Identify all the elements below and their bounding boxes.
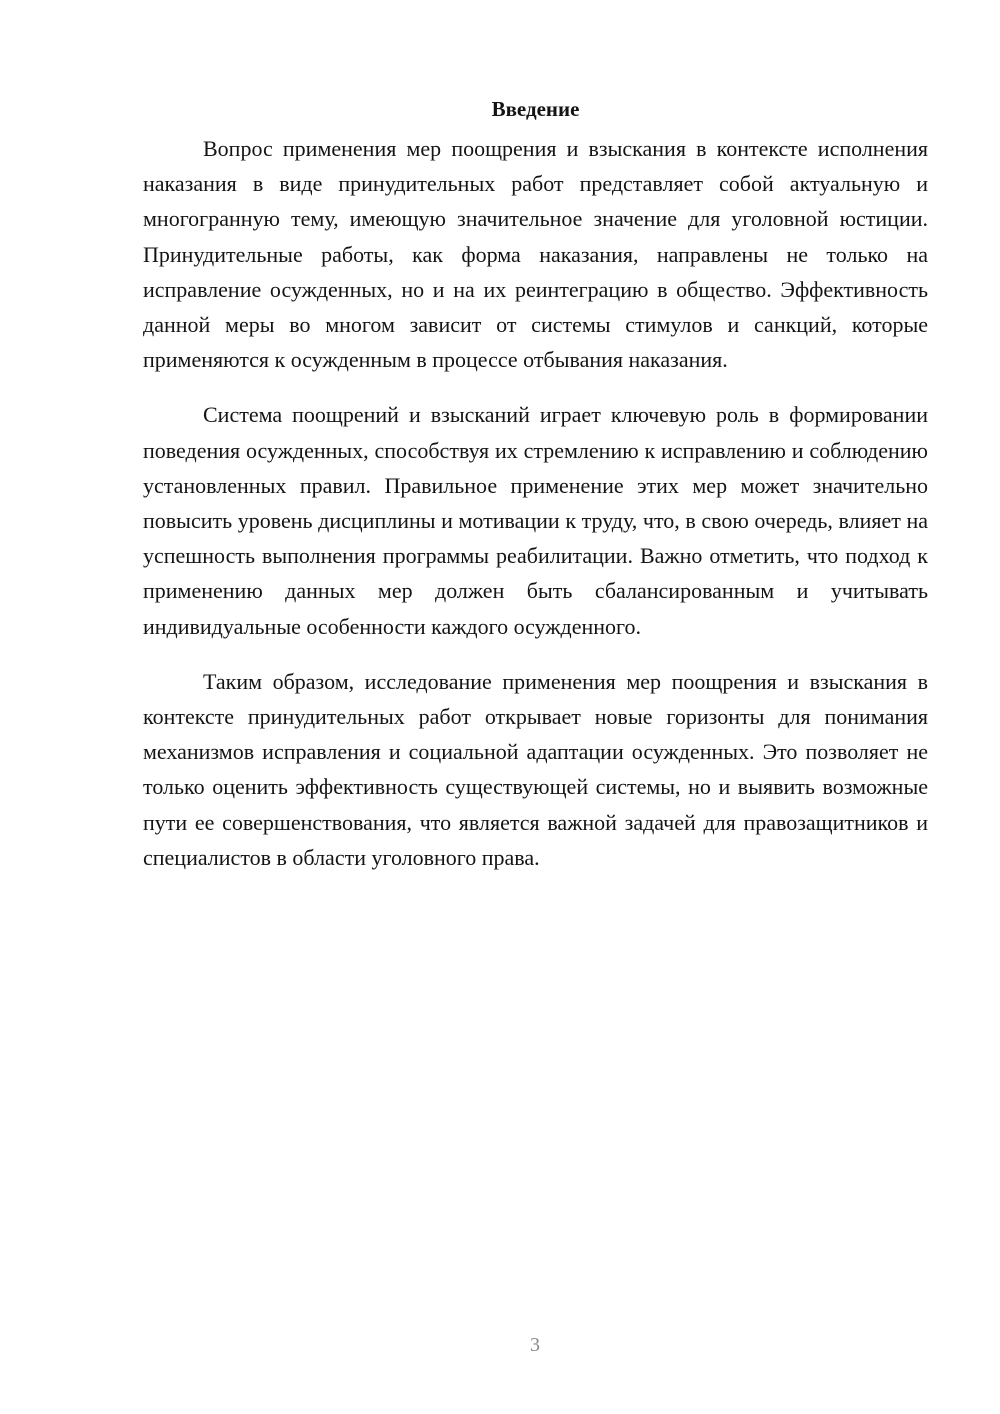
section-heading: Введение [491,97,580,121]
paragraph-1: Вопрос применения мер поощрения и взыскания в контексте исполнения наказания в виде принудительных работ представляет собой актуальную и многогранную тему, имеющую значительное значение для уголовной юстиции. Принудительные работы, как форма наказания, направлены не только на исправление осужденных, но и на их реинтеграцию в общество. Эффективность данной меры во многом зависит от системы стимулов и санкций, которые применяются к осужденным в процессе отбывания наказания. [143,136,928,373]
page-content [143,92,928,895]
page-number: 3 [530,1334,540,1356]
paragraph-2: Система поощрений и взысканий играет ключевую роль в формировании поведения осужденных, способствуя их стремлению к исправлению и соблюдению установленных правил. Правильное применение этих мер может значительно повысить уровень дисциплины и мотивации к труду, что, в свою очередь, влияет на успешность выполнения программы реабилитации. Важно отметить, что подход к применению данных мер должен быть сбалансированным и учитывать индивидуальные особенности каждого осужденного. [143,402,928,639]
paragraph-3: Таким образом, исследование применения мер поощрения и взыскания в контексте принудительных работ открывает новые горизонты для понимания механизмов исправления и социальной адаптации осужденных. Это позволяет не только оценить эффективность существующей системы, но и выявить возможные пути ее совершенствования, что является важной задачей для правозащитников и специалистов в области уголовного права. [143,668,928,870]
